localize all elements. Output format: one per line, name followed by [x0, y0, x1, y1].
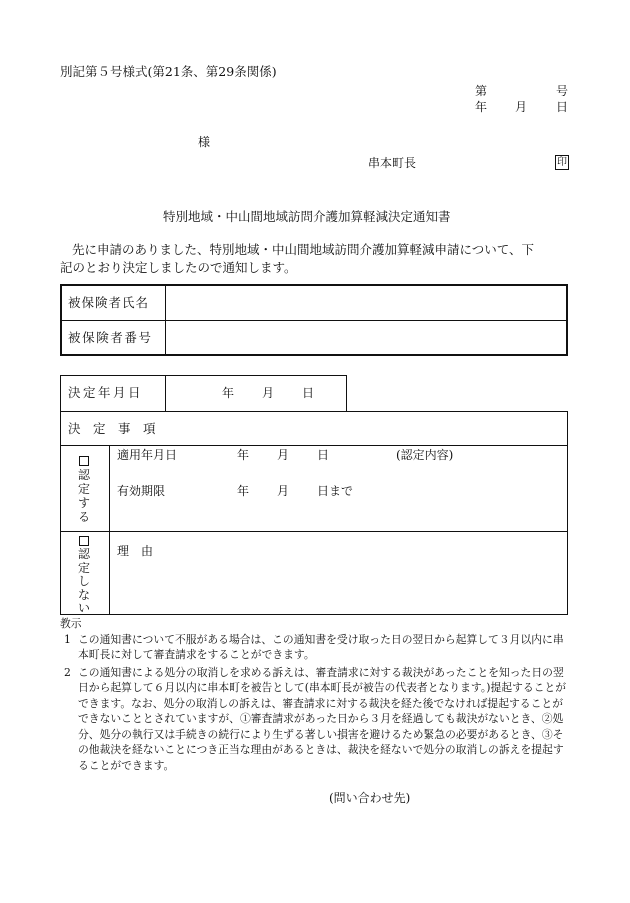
approve-char-2: 定 [77, 482, 90, 496]
date-month: 月 [515, 100, 528, 114]
decision-date-year: 年 [222, 386, 235, 400]
instruction-num-1: 1 [64, 632, 71, 646]
approve-char-3: す [77, 496, 90, 510]
instruction-item-1 [60, 632, 570, 663]
reject-checkbox[interactable] [79, 536, 89, 546]
doc-no-go: 号 [556, 84, 569, 98]
instruction-text-2: この通知書による処分の取消しを求める訴えは、審査請求に対する裁決があったことを知った日の翌日から起算して６月以内に串本町を被告として(串本町長が被告の代表者となります。)提起することができます。なお、処分の取消しの訴えは、審査請求に対する裁決を経た後でなければ提起することができないこととされていますが、①審査請求があった日から３月を経過しても裁決がないとき、②処分、処分の執行又は手続きの続行により生ずる著しい損害を避けるため緊急の必要があるとき、③その他裁決を経ないことにつき正当な理由があるときは、裁決を経ないで処分の取消しの訴えを提起することができます。 [78, 665, 567, 772]
reject-char-3: し [77, 574, 90, 588]
instructions-heading: 教示 [60, 617, 82, 630]
apply-date-month: 月 [277, 448, 290, 462]
instruction-item-2 [60, 665, 570, 774]
instructions-section [60, 616, 570, 773]
approve-checkbox[interactable] [79, 456, 89, 466]
form-id: 別記第５号様式(第21条、第29条関係) [60, 64, 277, 79]
decision-items-header-divider [60, 445, 568, 446]
reject-char-5: い [77, 601, 90, 615]
decision-items-col-divider [109, 445, 110, 615]
approve-checkbox-label [77, 456, 91, 524]
date-year: 年 [475, 100, 488, 114]
decision-items-row-divider [60, 531, 568, 532]
decision-date-day: 日 [302, 386, 315, 400]
reject-char-2: 定 [77, 560, 90, 575]
addressee-suffix: 様 [198, 135, 211, 149]
insured-name-label: 被保険者氏名 [68, 295, 150, 310]
doc-no-dai: 第 [475, 84, 488, 98]
valid-period-label: 有効期限 [117, 484, 166, 498]
reject-char-1: 認 [77, 547, 90, 561]
instruction-num-2: 2 [64, 665, 71, 679]
insured-number-label: 被保険者番号 [68, 330, 153, 345]
insured-table-col-divider [165, 285, 166, 355]
apply-date-day: 日 [317, 448, 330, 462]
decision-date-label: 決定年月日 [68, 385, 144, 400]
instruction-text-1: この通知書について不服がある場合は、この通知書を受け取った日の翌日から起算して３月以内に串本町長に対して審査請求をすることができます。 [78, 632, 564, 661]
decision-items-table [60, 411, 568, 615]
approve-char-4: る [77, 510, 90, 524]
intro-paragraph [60, 241, 572, 277]
insured-table-divider [60, 320, 568, 321]
date-day: 日 [556, 100, 569, 114]
valid-period-year: 年 [237, 484, 250, 498]
apply-date-year: 年 [237, 448, 250, 462]
contact-label: (問い合わせ先) [329, 791, 411, 805]
document-title: 特別地域・中山間地域訪問介護加算軽減決定通知書 [163, 209, 451, 224]
reject-char-4: な [77, 587, 90, 602]
decision-date-divider [165, 375, 166, 412]
approve-char-1: 認 [77, 468, 90, 482]
seal-mark: 印 [557, 157, 567, 168]
decision-date-month: 月 [262, 386, 275, 400]
intro-line-1: 先に申請のありました、特別地域・中山間地域訪問介護加算軽減申請について、下 [72, 242, 535, 257]
issuer: 串本町長 [368, 156, 417, 170]
intro-line-2: 記のとおり決定しましたので通知します。 [60, 260, 297, 275]
valid-period-month: 月 [277, 484, 290, 498]
decision-items-label: 決 定 事 項 [68, 421, 156, 436]
apply-date-label: 適用年月日 [117, 448, 178, 462]
reason-label: 理 由 [117, 544, 154, 558]
approval-content-label: (認定内容) [396, 448, 454, 462]
reject-checkbox-label [77, 536, 91, 616]
valid-period-day: 日まで [317, 484, 354, 498]
